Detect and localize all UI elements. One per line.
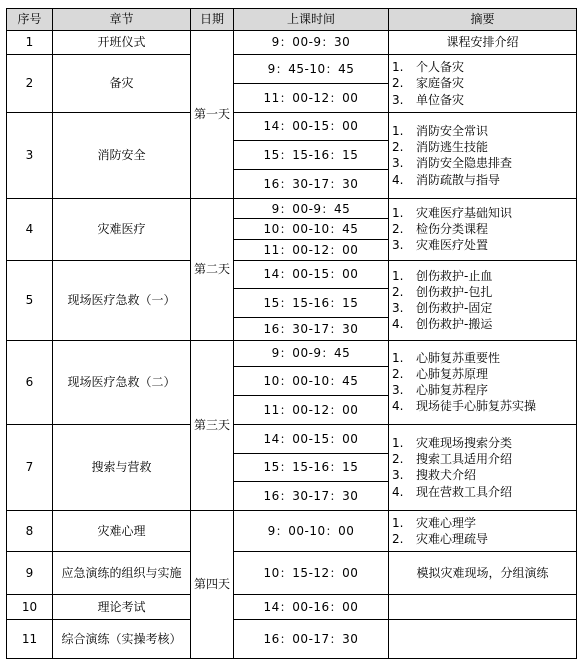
time-cell: 14：00-15：00 [234,424,389,453]
time-cell: 10：15-12：00 [234,552,389,595]
header-class-time: 上课时间 [234,9,389,31]
row-number: 4 [7,198,53,260]
time-cell: 16：30-17：30 [234,318,389,341]
chapter-cell: 理论考试 [53,595,191,620]
time-cell: 9：00-9：45 [234,198,389,219]
summary-item: 4. 现场徒手心肺复苏实操 [392,399,537,414]
time-cell: 14：00-15：00 [234,260,389,289]
table-row [7,30,577,55]
row-number: 8 [7,511,53,552]
row-number: 10 [7,595,53,620]
table-row [7,260,577,289]
summary-cell: 模拟灾难现场，分组演练 [389,552,577,595]
header-chapter: 章节 [53,9,191,31]
table-row [7,511,577,552]
summary-item: 4. 创伤救护-搬运 [392,317,493,332]
row-number: 3 [7,112,53,198]
summary-item: 1. 灾难心理学 [392,515,477,530]
chapter-cell: 消防安全 [53,112,191,198]
row-number: 5 [7,260,53,340]
summary-item: 1. 心肺复苏重要性 [392,350,501,365]
time-cell: 9：00-9：30 [234,30,389,55]
summary-cell: 课程安排介绍 [389,30,577,55]
chapter-cell: 灾难心理 [53,511,191,552]
time-cell: 11：00-12：00 [234,240,389,261]
summary-cell [389,595,577,620]
chapter-cell: 应急演练的组织与实施 [53,552,191,595]
time-cell: 16：30-17：30 [234,170,389,199]
chapter-cell: 搜索与营救 [53,424,191,510]
summary-cell [389,511,577,552]
summary-item: 4. 现在营救工具介绍 [392,484,513,499]
time-cell: 10：00-10：45 [234,219,389,240]
time-cell: 15：15-16：15 [234,453,389,482]
row-number: 11 [7,619,53,658]
chapter-cell: 备灾 [53,55,191,113]
summary-item: 3. 灾难医疗处置 [392,238,489,253]
summary-cell [389,619,577,658]
row-number: 9 [7,552,53,595]
summary-cell [389,424,577,510]
chapter-cell: 开班仪式 [53,30,191,55]
chapter-cell: 灾难医疗 [53,198,191,260]
summary-item: 1. 个人备灾 [392,60,465,75]
summary-cell [389,260,577,340]
time-cell: 16：00-17：30 [234,619,389,658]
summary-item: 3. 心肺复苏程序 [392,383,489,398]
time-cell: 11：00-12：00 [234,83,389,112]
summary-item: 2. 消防逃生技能 [392,140,489,155]
header-summary: 摘要 [389,9,577,31]
summary-item: 3. 消防安全隐患排查 [392,156,513,171]
table-row [7,424,577,453]
chapter-cell: 现场医疗急救（二） [53,340,191,424]
summary-item: 2. 搜索工具适用介绍 [392,452,513,467]
summary-item: 3. 创伤救护-固定 [392,301,493,316]
time-cell: 9：45-10：45 [234,55,389,84]
summary-item: 2. 家庭备灾 [392,76,465,91]
summary-item: 1. 创伤救护-止血 [392,268,493,283]
header-date: 日期 [191,9,234,31]
table-row [7,552,577,595]
row-number: 2 [7,55,53,113]
time-cell: 14：00-15：00 [234,112,389,141]
date-cell: 第四天 [191,511,234,659]
time-cell: 9：00-9：45 [234,340,389,367]
time-cell: 15：15-16：15 [234,141,389,170]
summary-cell [389,340,577,424]
time-cell: 15：15-16：15 [234,289,389,318]
header-number: 序号 [7,9,53,31]
row-number: 1 [7,30,53,55]
summary-item: 1. 灾难医疗基础知识 [392,205,513,220]
summary-item: 2. 检伤分类课程 [392,222,489,237]
chapter-cell: 综合演练（实操考核） [53,619,191,658]
summary-item: 3. 搜救犬介绍 [392,468,477,483]
summary-item: 1. 灾难现场搜索分类 [392,436,513,451]
time-cell: 16：30-17：30 [234,482,389,511]
summary-cell [389,198,577,260]
date-cell: 第三天 [191,340,234,510]
course-schedule-table [6,8,577,659]
summary-item: 2. 灾难心理疏导 [392,532,489,547]
table-row [7,112,577,141]
time-cell: 9：00-10：00 [234,511,389,552]
date-cell: 第一天 [191,30,234,198]
time-cell: 11：00-12：00 [234,396,389,425]
time-cell: 10：00-10：45 [234,367,389,396]
summary-cell [389,55,577,113]
summary-item: 2. 创伤救护-包扎 [392,284,493,299]
table-row [7,340,577,367]
chapter-cell: 现场医疗急救（一） [53,260,191,340]
row-number: 7 [7,424,53,510]
summary-item: 4. 消防疏散与指导 [392,172,501,187]
summary-item: 2. 心肺复苏原理 [392,367,489,382]
date-cell: 第二天 [191,198,234,340]
table-row [7,55,577,84]
row-number: 6 [7,340,53,424]
table-row [7,595,577,620]
table-row [7,198,577,219]
table-row [7,619,577,658]
summary-item: 3. 单位备灾 [392,92,465,107]
summary-cell [389,112,577,198]
header-row [7,9,577,31]
time-cell: 14：00-16：00 [234,595,389,620]
summary-item: 1. 消防安全常识 [392,123,489,138]
